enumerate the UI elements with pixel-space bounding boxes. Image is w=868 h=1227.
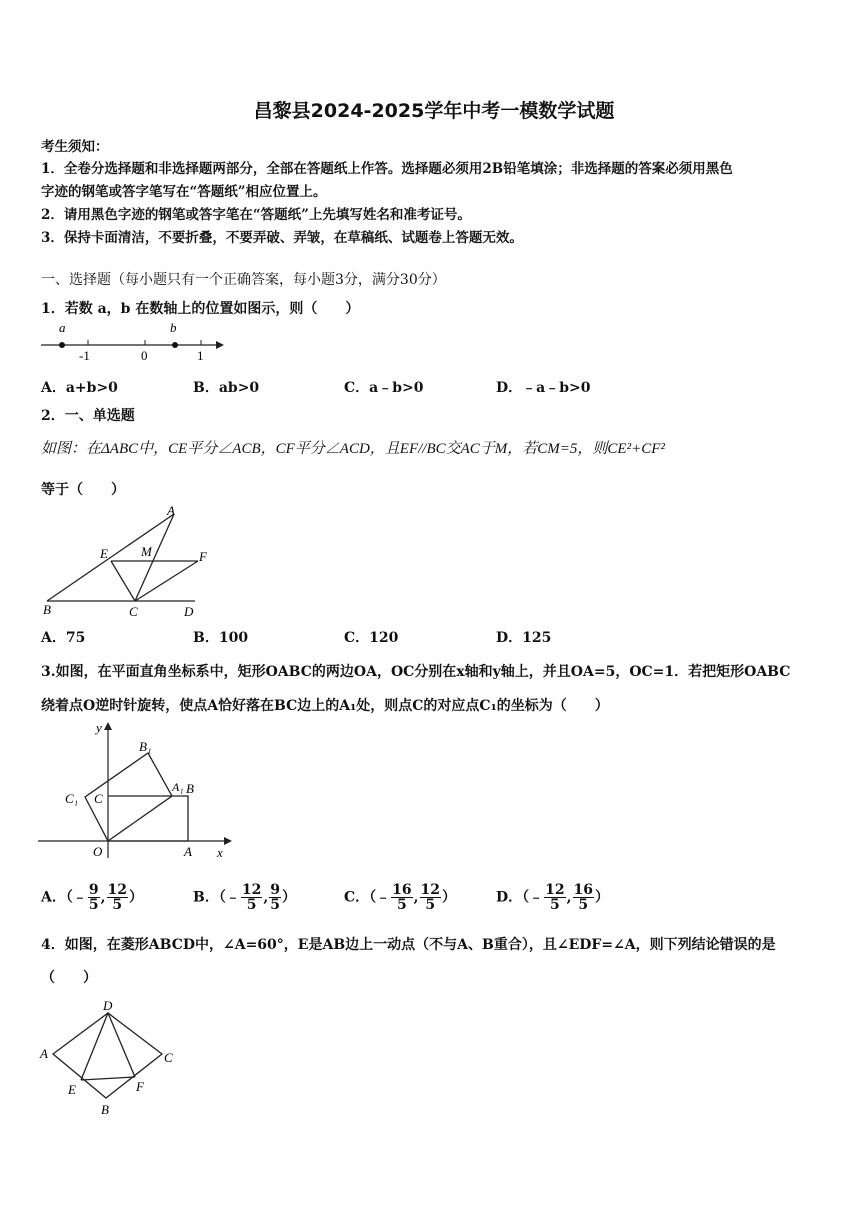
point-b xyxy=(172,342,178,348)
label-a1: A₁ xyxy=(172,780,184,794)
q2-option-b: B．100 xyxy=(193,630,249,646)
arrow-icon xyxy=(104,722,112,730)
label-x: x xyxy=(217,845,223,860)
q3-coordinate-figure xyxy=(38,718,238,863)
line-ec xyxy=(111,561,135,601)
notice-item: 2．请用黑色字迹的钢笔或答字笔在“答题纸”上先填写姓名和准考证号。 xyxy=(41,207,471,223)
tick-label: -1 xyxy=(79,348,90,363)
notice-item: 3．保持卡面清洁，不要折叠，不要弄破、弄皱，在草稿纸、试题卷上答题无效。 xyxy=(41,230,523,246)
q1-option-d: D．﹣a﹣b>0 xyxy=(496,380,591,396)
point-a xyxy=(59,342,65,348)
label-c1: C₁ xyxy=(65,791,79,806)
notice-item: 1．全卷分选择题和非选择题两部分，全部在答题纸上作答。选择题必须用2B铅笔填涂；非选择题的答案必须用黑色 xyxy=(41,161,733,177)
label-d: D xyxy=(103,998,113,1013)
label-a: A xyxy=(184,844,192,859)
label-c: C xyxy=(129,604,138,619)
q4-rhombus-figure xyxy=(38,995,188,1120)
label-b1: B₁ xyxy=(139,739,152,754)
q1-option-a: A．a+b>0 xyxy=(41,380,118,396)
q2-stem-cont: 等于（ ） xyxy=(41,482,125,498)
q1-number-line-figure xyxy=(38,318,228,366)
q4-stem: 4．如图，在菱形ABCD中，∠A=60°，E是AB边上一动点（不与A、B重合），且∠EDF=∠A，则下列结论错误的是 xyxy=(41,937,776,953)
label-a: a xyxy=(59,320,66,335)
q3-option-c: C．（﹣ $\frac{16}{5}$ , $\frac{12}{5}$ ） xyxy=(344,882,456,913)
q2-option-a: A．75 xyxy=(41,630,86,646)
q2-type-label: 2．一、单选题 xyxy=(41,408,135,424)
label-d: D xyxy=(184,604,194,619)
q2-option-c: C．120 xyxy=(344,630,399,646)
page-title: 昌黎县2024-2025学年中考一模数学试题 xyxy=(253,100,615,122)
q2-option-d: D．125 xyxy=(496,630,552,646)
notice-item: 字迹的钢笔或答字笔写在“答题纸”相应位置上。 xyxy=(41,184,327,200)
tick-label: 0 xyxy=(141,348,148,363)
line-ef xyxy=(81,1077,135,1080)
section-heading: 一、选择题（每小题只有一个正确答案，每小题3分，满分30分） xyxy=(41,272,446,288)
q3-stem-cont: 绕着点O逆时针旋转，使点A恰好落在BC边上的A₁处，则点C的对应点C₁的坐标为（ ） xyxy=(41,698,609,714)
label-f: F xyxy=(136,1079,144,1094)
label-a: A xyxy=(167,503,175,518)
q2-stem: 如图：在ΔABC中，CE平分∠ACB，CF平分∠ACD，且EF//BC交AC于M，若CM=5，则CE²+CF² xyxy=(41,441,665,457)
tick-label: 1 xyxy=(197,348,204,363)
label-b: B xyxy=(101,1102,109,1117)
notice-heading: 考生须知： xyxy=(41,139,109,155)
q1-option-b: B．ab>0 xyxy=(193,380,260,396)
q3-option-a: A．（﹣ $\frac{9}{5}$ , $\frac{12}{5}$ ） xyxy=(41,882,143,913)
label-b: B xyxy=(43,602,51,617)
q3-stem: 3.如图，在平面直角坐标系中，矩形OABC的两边OA，OC分别在x轴和y轴上，并且OA=5，OC=1．若把矩形OABC xyxy=(41,664,791,680)
label-m: M xyxy=(141,544,152,559)
label-b: B xyxy=(186,781,194,796)
label-c: C xyxy=(164,1050,173,1065)
arrow-icon xyxy=(224,837,232,845)
label-e: E xyxy=(100,546,108,561)
label-a: A xyxy=(40,1046,48,1061)
label-f: F xyxy=(199,549,207,564)
rectangle-oabc xyxy=(108,796,188,841)
label-o: O xyxy=(93,844,103,859)
label-e: E xyxy=(68,1082,76,1097)
q2-triangle-figure xyxy=(38,500,213,622)
q1-stem: 1．若数 a，b 在数轴上的位置如图示，则（ ） xyxy=(41,301,360,317)
q3-option-d: D．（﹣ $\frac{12}{5}$ , $\frac{16}{5}$ ） xyxy=(496,882,609,913)
label-y: y xyxy=(96,720,102,735)
label-b: b xyxy=(170,320,177,335)
label-c: C xyxy=(94,791,103,806)
arrow-icon xyxy=(216,341,224,349)
q4-stem-cont: （ ） xyxy=(41,970,97,986)
q1-option-c: C．a﹣b>0 xyxy=(344,380,424,396)
q3-option-b: B．（﹣ $\frac{12}{5}$ , $\frac{9}{5}$ ） xyxy=(193,882,296,913)
